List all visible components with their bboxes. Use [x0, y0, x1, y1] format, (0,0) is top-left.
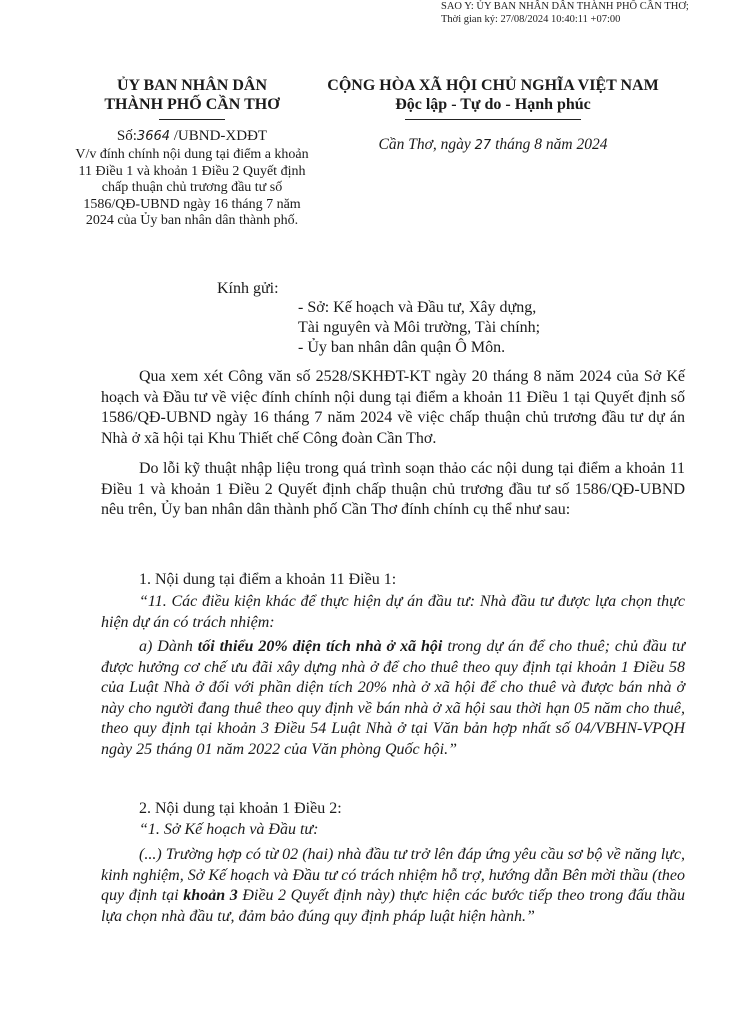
section-1-heading: 1. Nội dung tại điểm a khoản 11 Điều 1:: [139, 571, 397, 588]
issue-day-handwritten: 27: [474, 138, 492, 153]
recipient-2: Tài nguyên và Môi trường, Tài chính;: [298, 319, 541, 336]
issuer-name-line-2: THÀNH PHỐ CẦN THƠ: [104, 96, 280, 113]
highlight-min-20-percent: tối thiểu 20% diện tích nhà ở xã hội: [197, 638, 443, 655]
stamp-line-1: SAO Y: ỦY BAN NHÂN DÂN THÀNH PHỐ CẦN THƠ;: [441, 1, 689, 12]
national-title: CỘNG HÒA XÃ HỘI CHỦ NGHĨA VIỆT NAM: [327, 77, 659, 94]
national-header: [308, 76, 678, 154]
issuer-name-line-1: ỦY BAN NHÂN DÂN: [116, 77, 268, 94]
document-number-handwritten: 3664: [136, 129, 171, 144]
stamp-line-2: Thời gian ký: 27/08/2024 10:40:11 +07:00: [441, 13, 621, 25]
section-1-quote-item-a: a) Dành tối thiểu 20% diện tích nhà ở xã hội trong dự án để cho thuê; chủ đầu tư được hưởng cơ chế ưu đãi xây dựng nhà ở để cho thuê theo quy định tại khoản 1 Điều 58 của Luật Nhà ở đối với phần diện tích 20% nhà ở xã hội để cho thuê và được bán nhà ở này cho người đang thuê theo quy định về bán nhà ở xã hội sau thời hạn 05 năm cho thuê, theo quy định tại khoản 3 Điều 54 Luật Nhà ở tại Văn bản hợp nhất số 04/VBHN-VPQH ngày 25 tháng 01 năm 2022 của Văn phòng Quốc hội.”: [101, 638, 685, 758]
digital-signature-stamp: [441, 1, 689, 26]
issuer-underline: [159, 119, 225, 120]
issuer-header: [72, 76, 312, 230]
section-2-quote-body: (...) Trường hợp có từ 02 (hai) nhà đầu tư trở lên đáp ứng yêu cầu sơ bộ về năng lực, kinh nghiệm, Sở Kế hoạch và Đầu tư có trách nhiệm hỗ trợ, hướng dẫn Bên mời thầu (theo quy định tại khoản 3 Điều 2 Quyết định này) thực hiện các bước tiếp theo trong đấu thầu lựa chọn nhà đầu tư, đảm bảo đúng quy định pháp luật hiện hành.”: [101, 846, 686, 925]
recipient-1: - Sở: Kế hoạch và Đầu tư, Xây dựng,: [298, 299, 537, 316]
national-motto: Độc lập - Tự do - Hạnh phúc: [395, 96, 591, 113]
document-number: Số:3664 /UBND-XDĐT: [116, 128, 268, 144]
recipients-label: Kính gửi:: [217, 280, 279, 297]
highlight-clause-3: khoản 3: [183, 887, 238, 904]
section-1-quote-intro: “11. Các điều kiện khác để thực hiện dự án đầu tư: Nhà đầu tư được lựa chọn thực hiện dự án có trách nhiệm:: [101, 593, 685, 631]
recipient-3: - Ủy ban nhân dân quận Ô Môn.: [298, 339, 506, 356]
paragraph-review: Qua xem xét Công văn số 2528/SKHĐT-KT ngày 20 tháng 8 năm 2024 của Sở Kế hoạch và Đầu tư về việc đính chính nội dung tại điểm a khoản 11 Điều 1 tại Quyết định số 1586/QĐ-UBND ngày 16 tháng 7 năm 2024 về việc chấp thuận chủ trương đầu tư dự án Nhà ở xã hội tại Khu Thiết chế Công đoàn Cần Thơ.: [101, 368, 685, 447]
issue-date: Cần Thơ, ngày 27 tháng 8 năm 2024: [378, 136, 608, 153]
motto-underline: [405, 119, 581, 120]
paragraph-correction: Do lỗi kỹ thuật nhập liệu trong quá trình soạn thảo các nội dung tại điểm a khoản 11 Điều 1 và khoản 1 Điều 2 Quyết định chấp thuận chủ trương đầu tư số 1586/QĐ-UBND nêu trên, Ủy ban nhân dân thành phố Cần Thơ đính chính cụ thể như sau:: [101, 460, 685, 518]
section-2-heading: 2. Nội dung tại khoản 1 Điều 2:: [139, 800, 342, 817]
document-subject: V/v đính chính nội dung tại điểm a khoản 11 Điều 1 và khoản 1 Điều 2 Quyết định chấp thuận chủ trương đầu tư số 1586/QĐ-UBND ngày 16 tháng 7 năm 2024 của Ủy ban nhân dân thành phố.: [75, 147, 309, 228]
section-2-quote-intro: “1. Sở Kế hoạch và Đầu tư:: [139, 821, 319, 838]
